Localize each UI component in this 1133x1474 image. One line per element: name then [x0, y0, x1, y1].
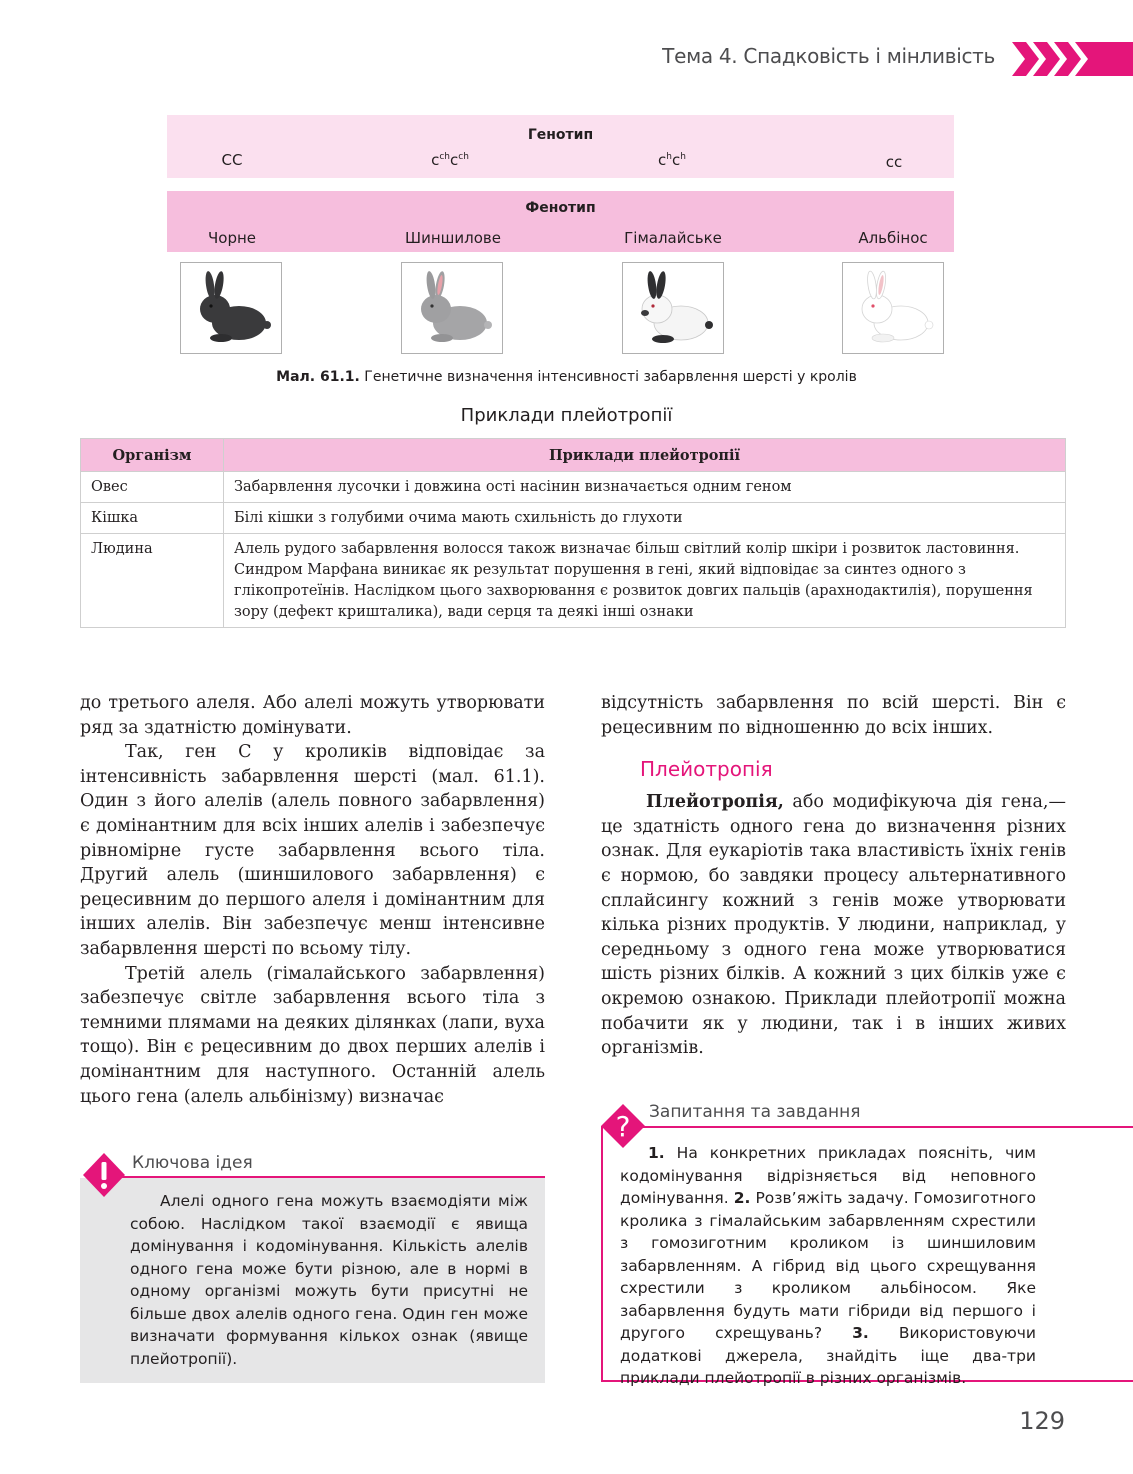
example-text: Забарвлення лусочки і довжина остi насінин визначається одним геном [234, 479, 792, 495]
paragraph: Плейотропія, або модифікуюча дія гена,— це здатність одного гена до визначення різних ознак. Для еукаріотів така властивість їхніх генів є нормою, бо завдяки процесу альтернативного сплайсингу кожний з генів може утворювати кілька різних продуктів. У людини, наприклад, у середньому з одного гена може утворюватися шість різних білків. А кожний з цих білків уже є окремою ознакою. Приклади плейотропії можна побачити як у людини, так і в інших живих організмів. [601, 792, 1066, 1059]
column-header-examples: Приклади плейотропії [224, 439, 1066, 472]
section-heading: Плейотропія [640, 757, 773, 782]
black-rabbit-image [180, 262, 282, 354]
example-text: Синдром Марфана виникає як результат порушення в гені, який відповідає за синтез одного з глікопротеїнів. Наслідком цього захворювання є розвиток довгих пальців (арахнодактилія), порушення зору (дефект кришталика), вади серця та деякі інші ознаки [234, 562, 1033, 620]
phenotype-himalayan: Гімалайське [624, 229, 722, 247]
right-column [601, 691, 1066, 1061]
page-number: 129 [1019, 1407, 1065, 1435]
example-cell [224, 503, 1066, 534]
paragraph: відсутність забарвлення по всій шерсті. Він є рецесивним по відношенню до всіх інших. [601, 693, 1066, 738]
phenotype-heading: Фенотип [525, 200, 596, 216]
key-idea-text: Алелі одного гена можуть взаємодіяти між собою. Наслідком такої взаємодії є явища домінування і кодомінування. Кількість алелів одного гена може бути різною, але в нормі в одному організмі можуть бути присутні не більше двох алелів одного гена. Один ген може визначати формування кількох ознак (явище плейотропії). [130, 1192, 528, 1368]
organism-cell: Людина [81, 534, 224, 628]
example-text: Білі кішки з голубими очима мають схильність до глухоти [234, 510, 683, 526]
questions-text: 1. На конкретних прикладах поясніть, чим кодомінування відрізняється від неповного домінування. 2. Розв’яжіть задачу. Гомозиготного кролика з гімалайським забарвленням схрестили з гомозиготним кроликом із шиншиловим забарвленням. А гібрид від цього схрещування схрестили з кроликом альбіносом. Яке забарвлення будуть мати гібриди від першого і другого схрещувань? 3. Використовуючи додаткові джерела, знайдіть іще два-три приклади плейотропії в різних організмів. [620, 1144, 1037, 1387]
paragraph: Так, ген C у кроликів відповідає за інтенсивність забарвлення шерсті (мал. 61.1). Один з його алелів (алель повного забарвлення) є домінантним для всіх інших алелів і забезпечує рівномірне густе забарвлення всього тіла. Другий алель (шиншилового забарвлення) є рецесивним до першого алеля і домінантним для інших алелів. Він забезпечує менш інтенсивне забарвлення шерсті по всьому тілу. [80, 742, 545, 959]
genotype-heading: Генотип [527, 127, 594, 143]
example-cell [224, 472, 1066, 503]
term-bold: Плейотропія, [646, 792, 784, 813]
genotype-himalayan: $c^hc^h$ [658, 151, 686, 169]
example-cell [224, 534, 1066, 628]
chinchilla-rabbit-image [401, 262, 503, 354]
questions-title: Запитання та завдання [649, 1102, 861, 1122]
chevron-arrows-icon [1012, 42, 1133, 76]
pleiotropy-table [80, 438, 1066, 628]
table-header-row [81, 439, 1066, 472]
left-column [80, 691, 545, 1109]
figure-caption: Мал. 61.1. Генетичне визначення інтенсивності забарвлення шерсті у кролів [276, 369, 857, 385]
column-header-organism: Організм [81, 439, 224, 472]
genotype-albino: cc [885, 153, 903, 171]
table-row [81, 472, 1066, 503]
table-title: Приклади плейотропії [460, 405, 673, 426]
chapter-title: Тема 4. Спадковість і мінливість [662, 44, 995, 68]
himalayan-rabbit-image [622, 262, 724, 354]
phenotype-band [167, 191, 954, 252]
phenotype-albino: Альбінос [858, 229, 928, 247]
table-row [81, 534, 1066, 628]
table-row [81, 503, 1066, 534]
key-idea-rule [100, 1176, 545, 1178]
genotype-band [167, 115, 954, 178]
phenotype-chinchilla: Шиншилове [405, 229, 501, 247]
key-idea-title: Ключова ідея [132, 1153, 253, 1173]
albino-rabbit-image [842, 262, 944, 354]
genotype-cc-full: CC [221, 151, 243, 169]
paragraph: до третього алеля. Або алелі можуть утворювати ряд за здатністю домінувати. [80, 693, 545, 738]
paragraph: Третій алель (гімалайського забарвлення) забезпечує світле забарвлення всього тіла з темними плямами на деяких ділянках (лапи, вуха тощо). Він є рецесивним до двох перших алелів і домінантним для наступного. Останній алель цього гена (алель альбінізму) визначає [80, 963, 545, 1107]
genotype-chinchilla: $c^{ch}c^{ch}$ [431, 151, 469, 169]
organism-cell: Кішка [81, 503, 224, 534]
example-text: Алель рудого забарвлення волосся також визначає більш світлий колір шкіри і розвиток ластовиння. [234, 541, 1020, 557]
organism-cell: Овес [81, 472, 224, 503]
phenotype-black: Чорне [207, 229, 257, 247]
svg-text:?: ? [615, 1110, 631, 1143]
exclamation-icon [82, 1152, 126, 1198]
